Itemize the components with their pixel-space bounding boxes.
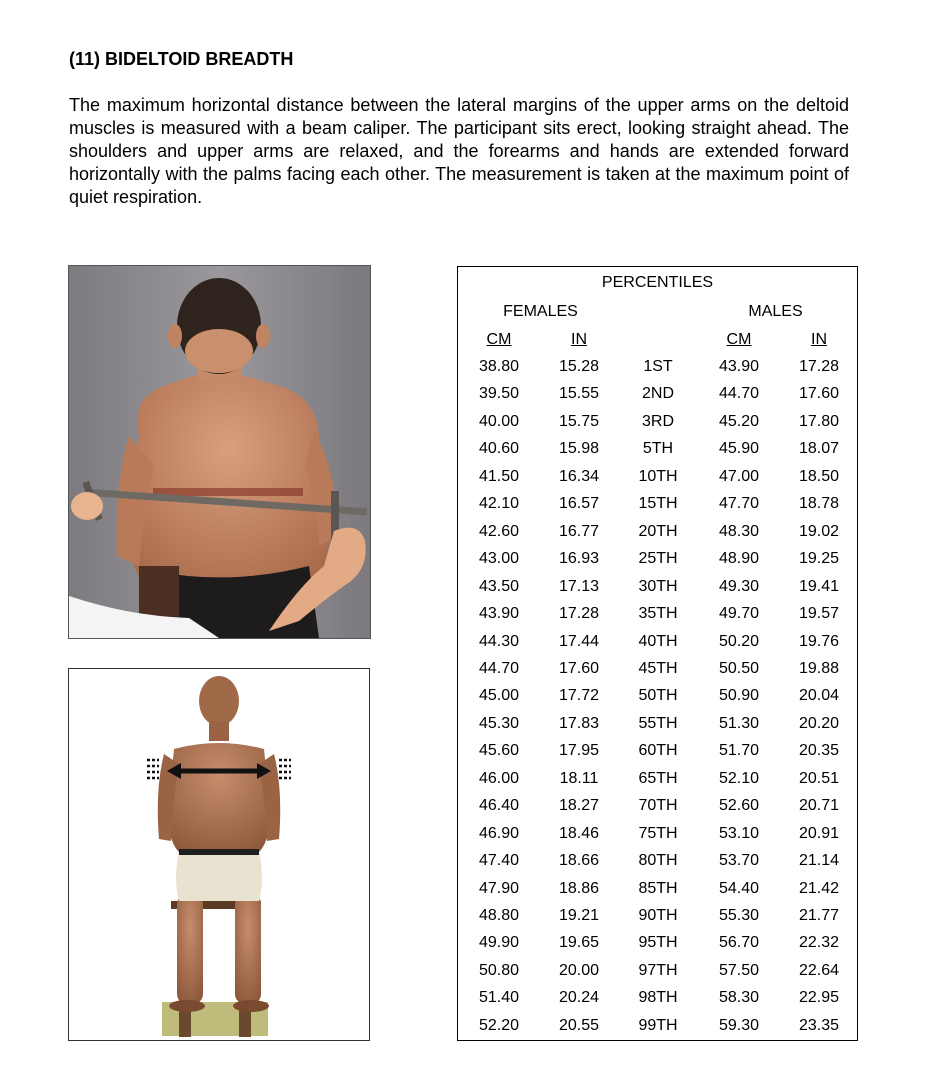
table-row bbox=[458, 440, 857, 467]
female-in-cell: 18.66 bbox=[558, 852, 600, 870]
female-cm-cell: 47.90 bbox=[478, 879, 520, 897]
percentile-cell: 10TH bbox=[638, 467, 678, 485]
percentile-cell: 20TH bbox=[638, 522, 678, 540]
female-in-cell: 20.24 bbox=[558, 989, 600, 1007]
table-row bbox=[458, 825, 857, 852]
male-cm-cell: 47.70 bbox=[718, 495, 760, 513]
female-cm-cell: 40.00 bbox=[478, 412, 520, 430]
measurement-illustration bbox=[68, 668, 370, 1041]
male-in-cell: 20.04 bbox=[798, 687, 840, 705]
male-cm-cell: 52.60 bbox=[718, 797, 760, 815]
table-row bbox=[458, 989, 857, 1016]
male-cm-cell: 50.90 bbox=[718, 687, 760, 705]
male-in-cell: 20.51 bbox=[798, 769, 840, 787]
female-in-cell: 18.11 bbox=[559, 769, 599, 787]
male-in-cell: 19.57 bbox=[798, 605, 840, 623]
table-row bbox=[458, 770, 857, 797]
female-cm-cell: 43.50 bbox=[478, 577, 520, 595]
male-cm-cell: 53.10 bbox=[718, 824, 760, 842]
table-row bbox=[458, 358, 857, 385]
percentile-cell: 85TH bbox=[638, 879, 678, 897]
percentile-cell: 25TH bbox=[638, 550, 678, 568]
male-cm-cell: 49.30 bbox=[718, 577, 760, 595]
table-row bbox=[458, 633, 857, 660]
male-cm-cell: 56.70 bbox=[718, 934, 760, 952]
female-in-cell: 17.44 bbox=[558, 632, 600, 650]
male-in-cell: 21.14 bbox=[798, 852, 840, 870]
female-in-cell: 16.34 bbox=[558, 467, 600, 485]
male-in-cell: 20.71 bbox=[798, 797, 840, 815]
table-row bbox=[458, 852, 857, 879]
male-in-cell: 19.88 bbox=[798, 659, 840, 677]
male-cm-cell: 52.10 bbox=[718, 769, 760, 787]
male-cm-cell: 55.30 bbox=[718, 907, 760, 924]
female-cm-cell: 46.00 bbox=[478, 769, 520, 787]
male-cm-cell: 45.20 bbox=[718, 412, 760, 430]
measurement-photo bbox=[68, 265, 371, 639]
column-header: IN bbox=[571, 331, 587, 348]
female-cm-cell: 50.80 bbox=[478, 961, 520, 979]
male-in-cell: 18.07 bbox=[798, 440, 840, 458]
table-row bbox=[458, 907, 857, 934]
male-in-cell: 19.25 bbox=[798, 550, 840, 568]
table-row bbox=[458, 880, 857, 907]
male-cm-cell: 49.70 bbox=[718, 605, 760, 623]
table-row bbox=[458, 660, 857, 687]
male-in-cell: 17.80 bbox=[798, 412, 840, 430]
males-label: MALES bbox=[748, 303, 803, 320]
table-row bbox=[458, 934, 857, 961]
male-in-cell: 20.91 bbox=[798, 824, 840, 842]
percentile-cell: 98TH bbox=[638, 989, 678, 1007]
table-row bbox=[458, 413, 857, 440]
male-in-cell: 19.02 bbox=[798, 522, 840, 540]
female-in-cell: 17.83 bbox=[558, 714, 600, 732]
female-in-cell: 17.60 bbox=[558, 659, 600, 677]
percentile-cell: 90TH bbox=[638, 907, 678, 924]
female-in-cell: 18.27 bbox=[558, 797, 600, 815]
female-cm-cell: 47.40 bbox=[478, 852, 520, 870]
male-cm-cell: 47.00 bbox=[718, 467, 760, 485]
table-row bbox=[458, 578, 857, 605]
female-in-cell: 19.21 bbox=[558, 907, 600, 924]
female-cm-cell: 39.50 bbox=[478, 385, 520, 403]
table-row bbox=[458, 742, 857, 769]
male-cm-cell: 51.70 bbox=[718, 742, 760, 760]
male-cm-cell: 51.30 bbox=[718, 714, 760, 732]
male-cm-cell: 59.30 bbox=[718, 1016, 760, 1034]
male-in-cell: 23.35 bbox=[798, 1016, 840, 1034]
female-in-cell: 17.72 bbox=[558, 687, 600, 705]
male-cm-cell: 50.50 bbox=[718, 659, 760, 677]
percentile-cell: 75TH bbox=[638, 824, 678, 842]
table-row bbox=[458, 962, 857, 989]
percentile-cell: 30TH bbox=[638, 577, 678, 595]
male-in-cell: 21.42 bbox=[798, 879, 840, 897]
percentile-cell: 99TH bbox=[638, 1016, 678, 1034]
percentile-table bbox=[457, 266, 858, 1041]
percentile-cell: 65TH bbox=[638, 769, 678, 787]
male-cm-cell: 43.90 bbox=[718, 358, 760, 375]
female-cm-cell: 38.80 bbox=[478, 358, 520, 375]
table-row bbox=[458, 523, 857, 550]
female-in-cell: 17.13 bbox=[558, 577, 600, 595]
male-in-cell: 22.32 bbox=[798, 934, 840, 952]
percentile-cell: 55TH bbox=[638, 714, 678, 732]
table-row bbox=[458, 1017, 857, 1044]
female-cm-cell: 46.90 bbox=[478, 824, 520, 842]
column-header: CM bbox=[726, 331, 752, 348]
table-row bbox=[458, 495, 857, 522]
male-cm-cell: 57.50 bbox=[718, 961, 760, 979]
male-in-cell: 18.50 bbox=[798, 467, 840, 485]
female-cm-cell: 46.40 bbox=[478, 797, 520, 815]
females-label: FEMALES bbox=[503, 303, 578, 320]
female-cm-cell: 45.60 bbox=[478, 742, 520, 760]
table-row bbox=[458, 715, 857, 742]
percentile-cell: 40TH bbox=[638, 632, 678, 650]
female-cm-cell: 45.30 bbox=[478, 714, 520, 732]
percentile-cell: 15TH bbox=[638, 495, 678, 513]
female-in-cell: 16.93 bbox=[558, 550, 600, 568]
male-in-cell: 18.78 bbox=[798, 495, 840, 513]
percentile-cell: 1ST bbox=[643, 358, 673, 375]
percentile-cell: 60TH bbox=[638, 742, 678, 760]
female-in-cell: 15.98 bbox=[558, 440, 600, 458]
column-header: CM bbox=[486, 331, 512, 348]
female-cm-cell: 43.00 bbox=[478, 550, 520, 568]
male-cm-cell: 44.70 bbox=[718, 385, 760, 403]
male-cm-cell: 48.90 bbox=[718, 550, 760, 568]
female-cm-cell: 49.90 bbox=[478, 934, 520, 952]
female-cm-cell: 45.00 bbox=[478, 687, 520, 705]
female-in-cell: 15.75 bbox=[558, 412, 600, 430]
male-cm-cell: 58.30 bbox=[718, 989, 760, 1007]
female-cm-cell: 42.60 bbox=[478, 522, 520, 540]
percentile-cell: 80TH bbox=[638, 852, 678, 870]
table-row bbox=[458, 550, 857, 577]
male-in-cell: 22.64 bbox=[798, 961, 840, 979]
male-cm-cell: 53.70 bbox=[718, 852, 760, 870]
percentile-cell: 5TH bbox=[642, 440, 674, 458]
table-row bbox=[458, 468, 857, 495]
column-header-row bbox=[458, 331, 857, 358]
male-cm-cell: 54.40 bbox=[718, 879, 760, 897]
female-in-cell: 17.95 bbox=[558, 742, 600, 760]
male-in-cell: 19.76 bbox=[798, 632, 840, 650]
column-header: IN bbox=[811, 331, 827, 348]
percentile-cell: 45TH bbox=[638, 659, 678, 677]
percentile-cell: 70TH bbox=[638, 797, 678, 815]
table-row bbox=[458, 605, 857, 632]
male-in-cell: 22.95 bbox=[798, 989, 840, 1007]
female-in-cell: 20.00 bbox=[558, 961, 600, 979]
table-row bbox=[458, 385, 857, 412]
male-cm-cell: 48.30 bbox=[718, 522, 760, 540]
female-cm-cell: 52.20 bbox=[478, 1016, 520, 1034]
female-in-cell: 16.57 bbox=[558, 495, 600, 513]
percentile-cell: 95TH bbox=[638, 934, 678, 952]
percentile-cell: 50TH bbox=[638, 687, 678, 705]
female-in-cell: 20.55 bbox=[558, 1016, 600, 1034]
male-cm-cell: 45.90 bbox=[718, 440, 760, 458]
male-cm-cell: 50.20 bbox=[718, 632, 760, 650]
female-in-cell: 15.55 bbox=[558, 385, 600, 403]
male-in-cell: 17.60 bbox=[798, 385, 840, 403]
female-in-cell: 18.46 bbox=[558, 824, 600, 842]
female-cm-cell: 51.40 bbox=[478, 989, 520, 1007]
female-cm-cell: 48.80 bbox=[478, 907, 520, 924]
table-heading: PERCENTILES bbox=[601, 274, 714, 291]
female-cm-cell: 44.70 bbox=[478, 659, 520, 677]
male-in-cell: 19.41 bbox=[798, 577, 840, 595]
female-in-cell: 15.28 bbox=[558, 358, 600, 375]
percentile-cell: 3RD bbox=[641, 412, 674, 430]
page-title: (11) BIDELTOID BREADTH bbox=[69, 49, 294, 69]
female-in-cell: 18.86 bbox=[558, 879, 600, 897]
male-in-cell: 21.77 bbox=[798, 907, 840, 924]
female-in-cell: 19.65 bbox=[558, 934, 600, 952]
female-cm-cell: 41.50 bbox=[478, 467, 520, 485]
table-row bbox=[458, 687, 857, 714]
measurement-description: The maximum horizontal distance between the lateral margins of the upper arms on the deltoid muscles is measured with a beam caliper. The participant sits erect, looking straight ahead. The shoulders and upper arms are relaxed, and the forearms and hands are extended forward horizontally with the palms facing each other. The measurement is taken at the maximum point of quiet respiration. bbox=[69, 95, 849, 207]
percentile-cell: 35TH bbox=[638, 605, 678, 623]
female-cm-cell: 40.60 bbox=[478, 440, 520, 458]
percentile-cell: 2ND bbox=[641, 385, 674, 403]
table-row bbox=[458, 797, 857, 824]
female-in-cell: 17.28 bbox=[558, 605, 600, 623]
male-in-cell: 20.35 bbox=[798, 742, 840, 760]
female-in-cell: 16.77 bbox=[558, 522, 600, 540]
female-cm-cell: 42.10 bbox=[478, 495, 520, 513]
percentile-cell: 97TH bbox=[638, 961, 678, 979]
male-in-cell: 20.20 bbox=[798, 714, 840, 732]
male-in-cell: 17.28 bbox=[798, 358, 840, 375]
female-cm-cell: 43.90 bbox=[478, 605, 520, 623]
female-cm-cell: 44.30 bbox=[478, 632, 520, 650]
